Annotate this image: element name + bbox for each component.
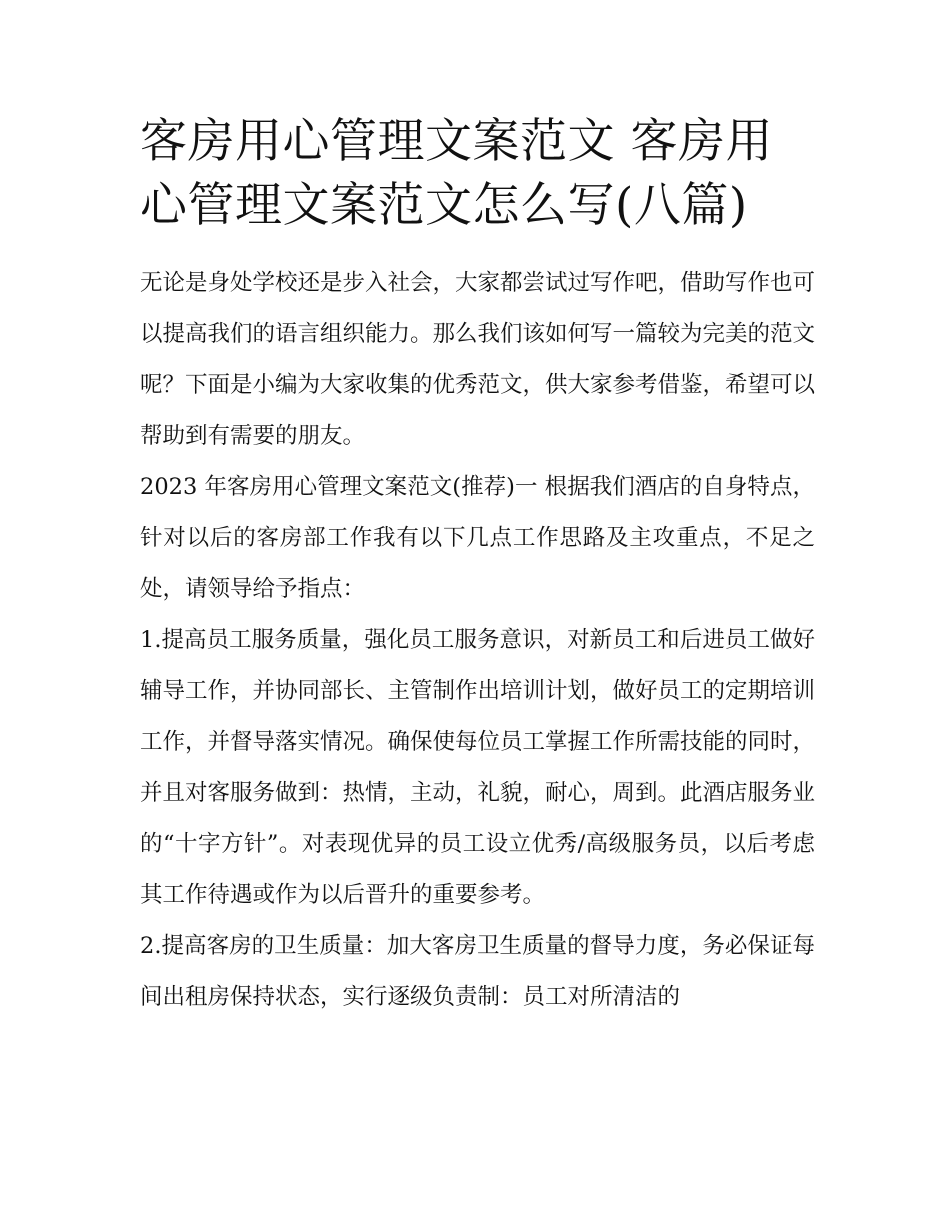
document-body bbox=[140, 258, 815, 1023]
list-item-1: 1.提高员工服务质量，强化员工服务意识，对新员工和后进员工做好辅导工作，并协同部长、主管制作出培训计划，做好员工的定期培训工作，并督导落实情况。确保使每位员工掌握工作所需技能的同时，并且对客服务做到：热情，主动，礼貌，耐心，周到。此酒店服务业的“十字方针”。对表现优异的员工设立优秀/高级服务员，以后考虑其工作待遇或作为以后晋升的重要参考。 bbox=[140, 627, 816, 908]
document-title: 客房用心管理文案范文 客房用心管理文案范文怎么写(八篇) bbox=[140, 114, 773, 233]
document-page bbox=[140, 110, 815, 1023]
section-heading-paragraph: 2023 年客房用心管理文案范文(推荐)一 根据我们酒店的自身特点，针对以后的客房部工作我有以下几点工作思路及主攻重点，不足之处，请领导给予指点： bbox=[140, 474, 815, 602]
list-item-2: 2.提高客房的卫生质量：加大客房卫生质量的督导力度，务必保证每间出租房保持状态，实行逐级负责制：员工对所清洁的 bbox=[140, 933, 815, 1010]
intro-paragraph: 无论是身处学校还是步入社会，大家都尝试过写作吧，借助写作也可以提高我们的语言组织能力。那么我们该如何写一篇较为完美的范文呢？下面是小编为大家收集的优秀范文，供大家参考借鉴，希望可以帮助到有需要的朋友。 bbox=[140, 270, 816, 449]
